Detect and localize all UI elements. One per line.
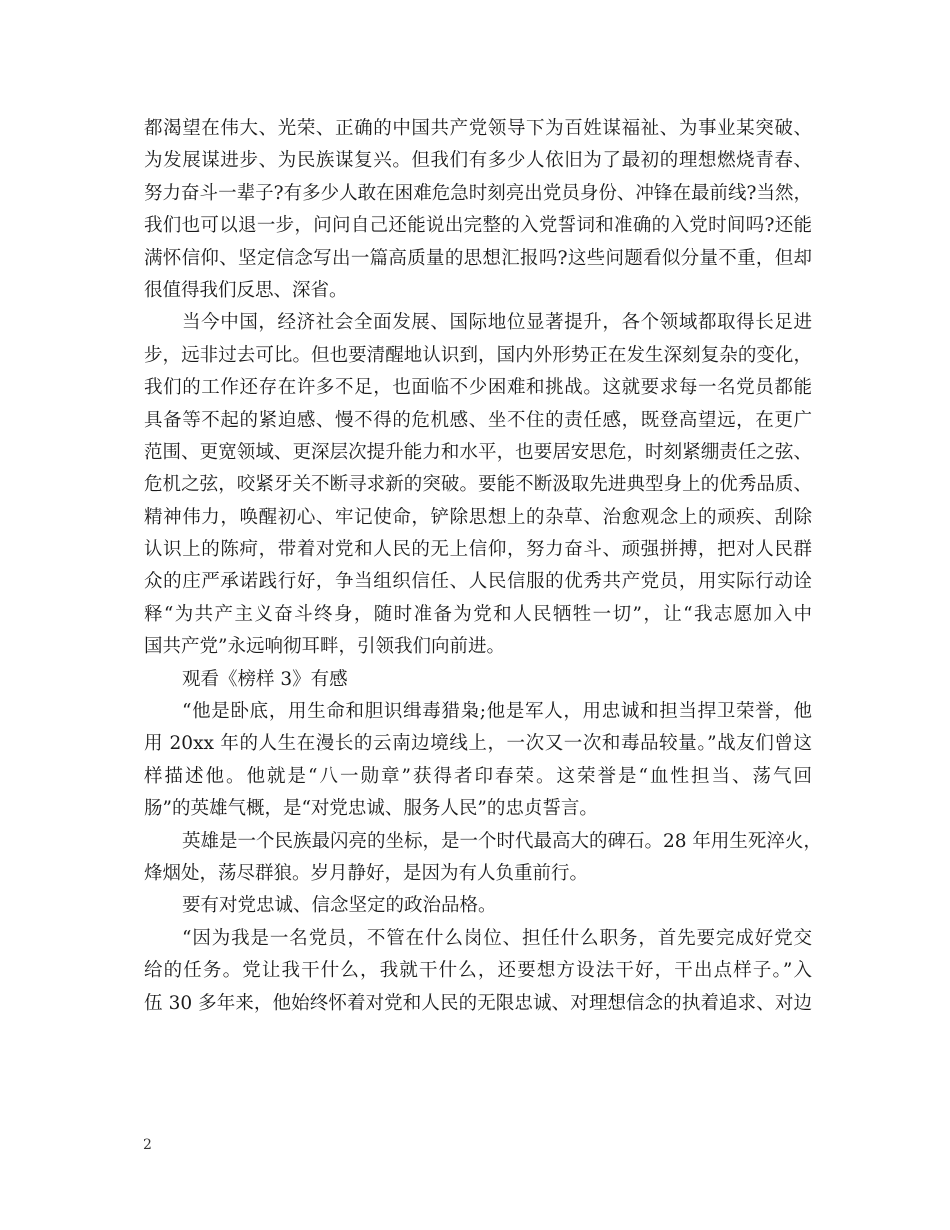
text-line: 危机之弦，咬紧牙关不断寻求新的突破。要能不断汲取先进典型身上的优秀品质、 <box>144 474 812 496</box>
text-line: 观看《榜样 3》有感 <box>182 668 348 690</box>
text-line: 伍 30 多年来，他始终怀着对党和人民的无限忠诚、对理想信念的执着追求、对边 <box>144 992 812 1014</box>
text-line: 我们的工作还存在许多不足，也面临不少困难和挑战。这就要求每一名党员都能 <box>144 377 812 399</box>
text-line: 给的任务。党让我干什么，我就干什么，还要想方设法干好，干出点样子。”入 <box>144 960 812 982</box>
text-line: 精神伟力，唤醒初心、牢记使命，铲除思想上的杂草、治愈观念上的顽疾、刮除 <box>144 506 812 528</box>
text-line: 众的庄严承诺践行好，争当组织信任、人民信服的优秀共产党员，用实际行动诠 <box>144 571 812 593</box>
text-line: 努力奋斗一辈子?有多少人敢在困难危急时刻亮出党员身份、冲锋在最前线?当然， <box>144 182 812 204</box>
text-line: 样描述他。他就是“八一勋章”获得者印春荣。这荣誉是“血性担当、荡气回 <box>144 765 812 787</box>
text-line: 释“为共产主义奋斗终身，随时准备为党和人民牺牲一切”，让“我志愿加入中 <box>144 603 812 625</box>
text-line: 范围、更宽领域、更深层次提升能力和水平，也要居安思危，时刻紧绷责任之弦、 <box>144 441 812 463</box>
text-line: 肠”的英雄气概，是“对党忠诚、服务人民”的忠贞誓言。 <box>144 798 598 820</box>
body-text <box>144 113 822 1020</box>
text-line: 烽烟处，荡尽群狼。岁月静好，是因为有人负重前行。 <box>144 862 589 884</box>
text-line: 当今中国，经济社会全面发展、国际地位显著提升，各个领域都取得长足进 <box>182 312 812 334</box>
text-line: 要有对党忠诚、信念坚定的政治品格。 <box>182 895 497 917</box>
text-line: 我们也可以退一步，问问自己还能说出完整的入党誓词和准确的入党时间吗?还能 <box>144 215 812 237</box>
text-line: 为发展谋进步、为民族谋复兴。但我们有多少人依旧为了最初的理想燃烧青春、 <box>144 150 812 172</box>
text-line: 都渴望在伟大、光荣、正确的中国共产党领导下为百姓谋福祉、为事业某突破、 <box>144 118 812 139</box>
text-line: 用 20xx 年的人生在漫长的云南边境线上，一次又一次和毒品较量。”战友们曾这 <box>144 733 812 755</box>
page-number: 2 <box>143 1137 152 1153</box>
text-line: 满怀信仰、坚定信念写出一篇高质量的思想汇报吗?这些问题看似分量不重，但却 <box>144 247 812 269</box>
text-line: 认识上的陈疴，带着对党和人民的无上信仰，努力奋斗、顽强拼搏，把对人民群 <box>144 539 812 561</box>
text-line: 具备等不起的紧迫感、慢不得的危机感、坐不住的责任感，既登高望远，在更广 <box>144 409 812 431</box>
text-line: 英雄是一个民族最闪亮的坐标，是一个时代最高大的碑石。28 年用生死淬火， <box>182 830 822 852</box>
text-line: 国共产党”永远响彻耳畔，引领我们向前进。 <box>144 636 505 658</box>
text-line: 很值得我们反思、深省。 <box>144 279 348 301</box>
text-line: 步，远非过去可比。但也要清醒地认识到，国内外形势正在发生深刻复杂的变化， <box>144 344 812 366</box>
text-line: “他是卧底，用生命和胆识缉毒猎枭;他是军人，用忠诚和担当捍卫荣誉，他 <box>182 701 812 723</box>
text-line: “因为我是一名党员，不管在什么岗位、担任什么职务，首先要完成好党交 <box>182 927 812 949</box>
